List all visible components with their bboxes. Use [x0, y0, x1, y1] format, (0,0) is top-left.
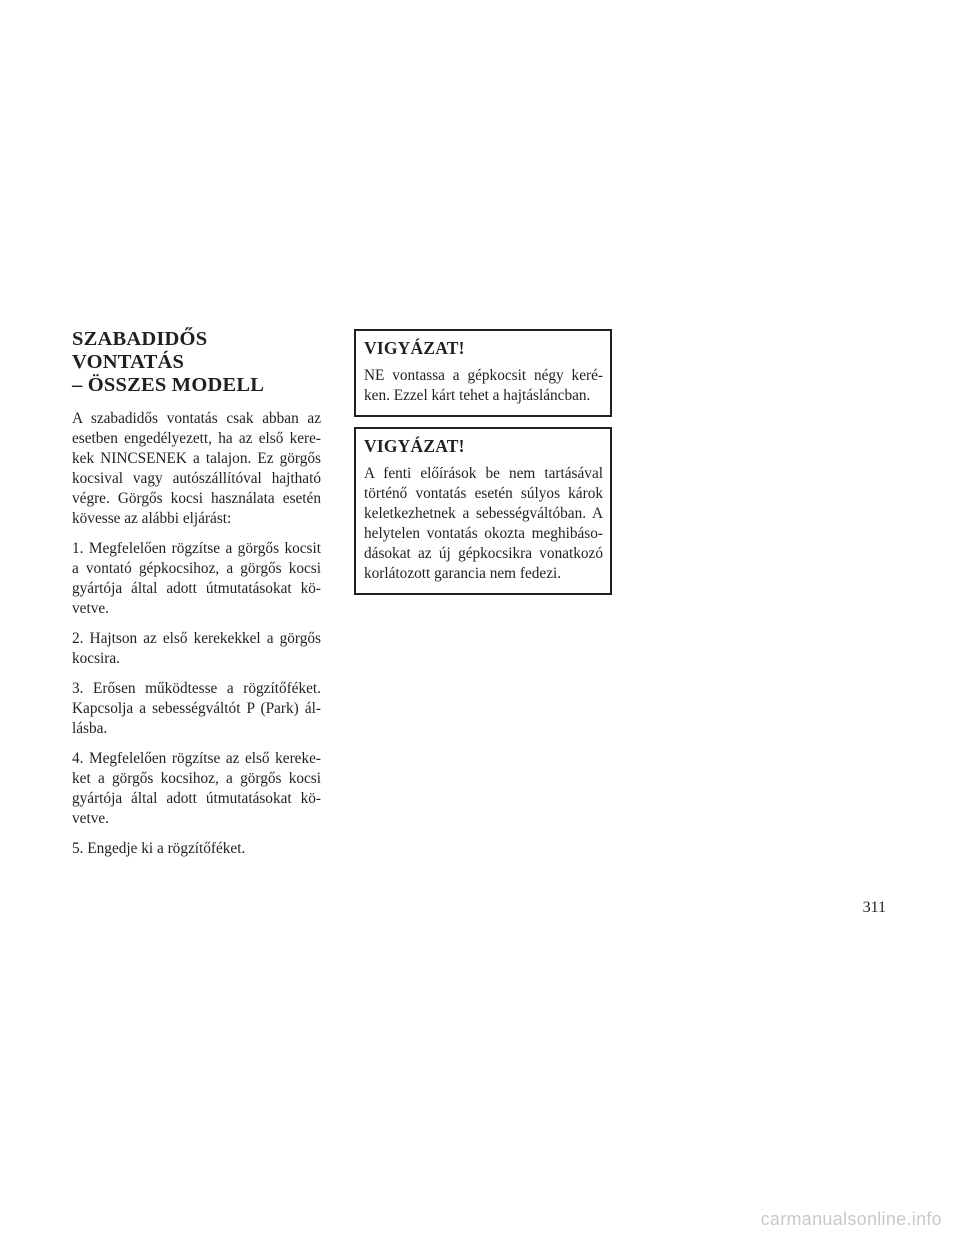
step-1: 1. Megfelelően rögzítse a görgős kocsit a vontató gépkocsihoz, a görgős kocsi gyártója által adott útmutatásokat követve.	[72, 540, 321, 617]
warning-text: A fenti előírások be nem tartásával történő vontatás esetén súlyos károk keletkezhetnek a sebességváltóban. A helytelen vontatás okozta meghibásodásokat az új gépkocsikra vonatkozó korlátozott garancia nem fedezi.	[364, 465, 603, 582]
section-heading-line2: – ÖSSZES MODELL	[72, 374, 265, 396]
warning-box-transmission	[354, 427, 612, 595]
page-number: 311	[862, 899, 886, 916]
section-heading-line1: SZABADIDŐS VONTATÁS	[72, 328, 208, 373]
warning-text: NE vontassa a gépkocsit négy keréken. Ezzel kárt tehet a hajtásláncban.	[364, 367, 603, 404]
warning-title: VIGYÁZAT!	[364, 436, 465, 456]
step-2: 2. Hajtson az első kerekekkel a görgős kocsira.	[72, 630, 321, 667]
warning-title: VIGYÁZAT!	[364, 338, 465, 358]
step-3: 3. Erősen működtesse a rögzítőféket. Kapcsolja a sebességváltót P (Park) állásba.	[72, 680, 321, 737]
watermark: carmanualsonline.info	[760, 1209, 942, 1229]
left-column	[72, 328, 321, 859]
step-4: 4. Megfelelően rögzítse az első kerekeket a görgős kocsihoz, a görgős kocsi gyártója által adott útmutatásokat követve.	[72, 750, 321, 827]
warning-box-drivetrain	[354, 329, 612, 417]
section-heading	[72, 328, 321, 397]
intro-paragraph: A szabadidős vontatás csak abban az esetben engedélyezett, ha az első kerekek NINCSENEK a talajon. Ez görgős kocsival vagy autószállítóval hajtható végre. Görgős kocsi használata esetén kövesse az alábbi eljárást:	[72, 410, 321, 527]
step-5: 5. Engedje ki a rögzítőféket.	[72, 840, 246, 857]
